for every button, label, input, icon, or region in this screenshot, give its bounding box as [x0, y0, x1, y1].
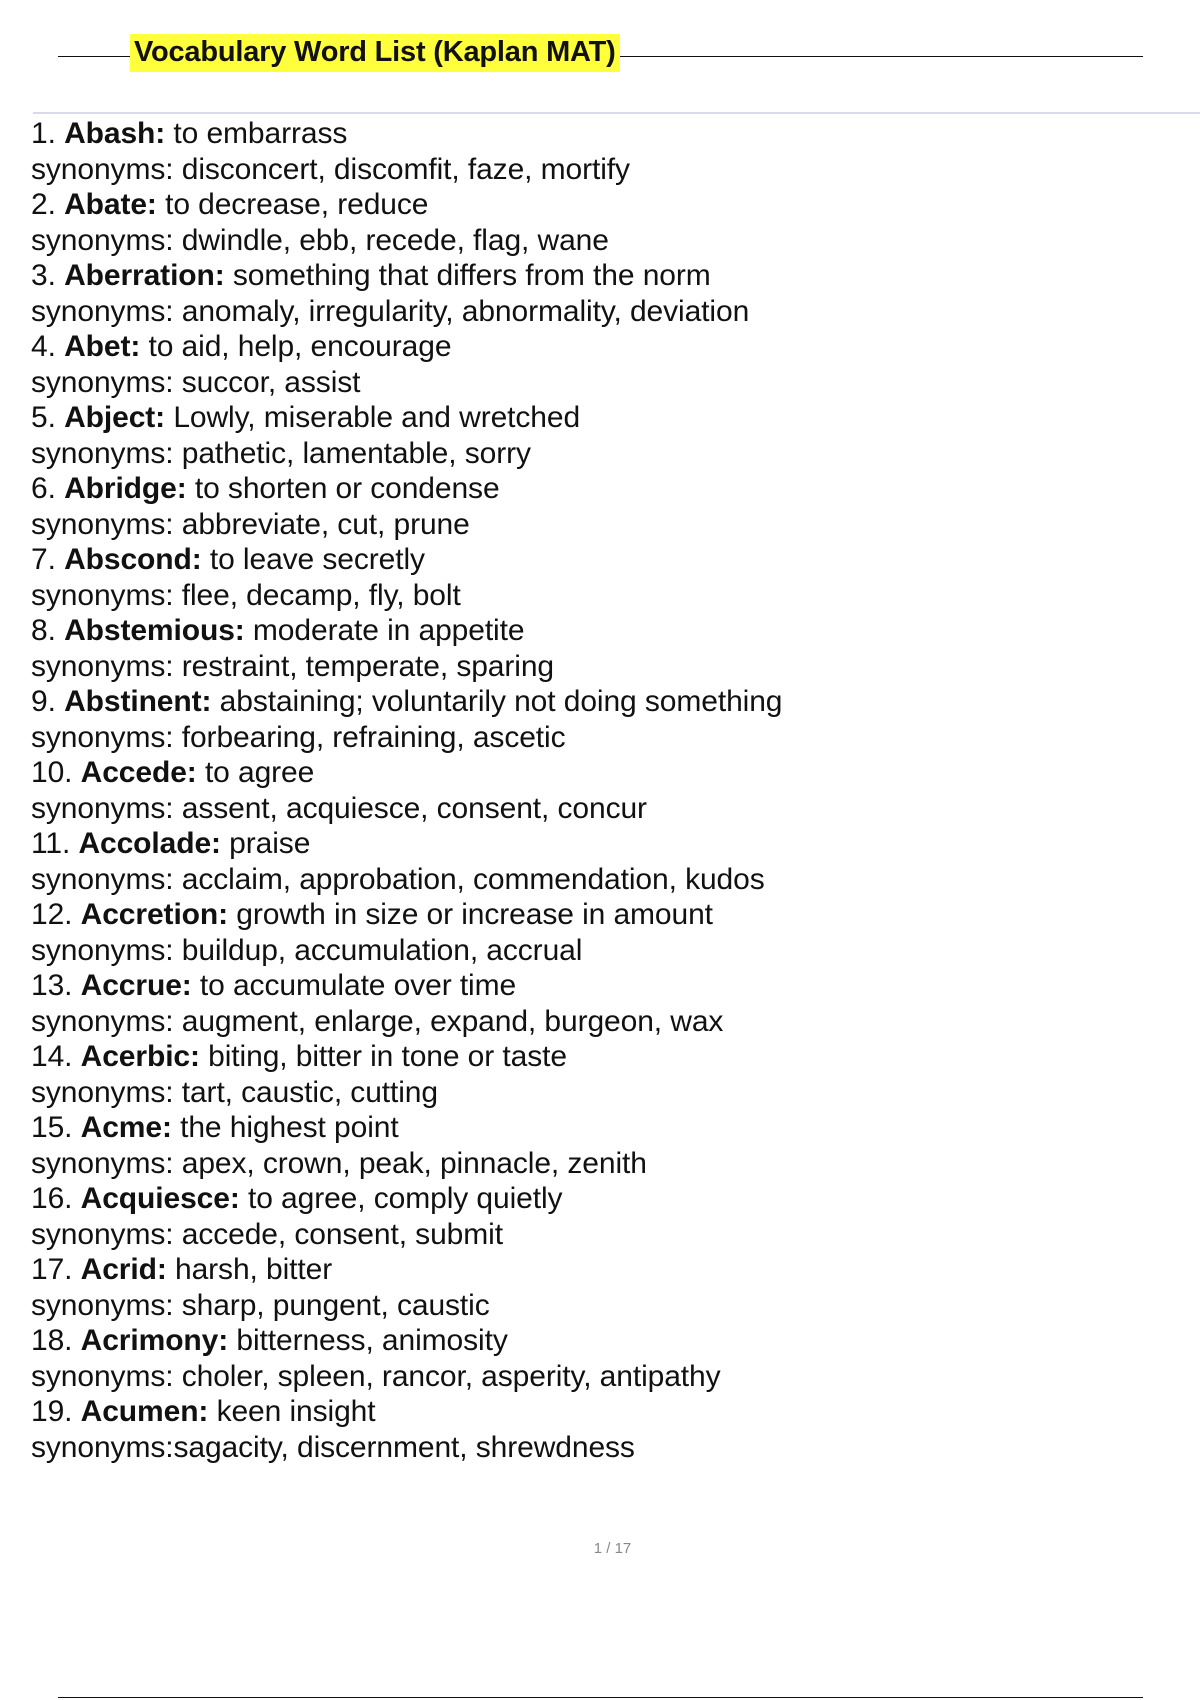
- synonyms-line: [31, 1430, 1181, 1466]
- entry-definition: moderate in appetite: [252, 614, 525, 647]
- synonyms-label: synonyms:: [31, 791, 174, 825]
- synonyms-text: accede, consent, submit: [181, 1217, 503, 1251]
- synonyms-text: anomaly, irregularity, abnormality, deviation: [181, 294, 750, 328]
- synonyms-line: [31, 791, 1181, 827]
- vocab-entry: [31, 329, 1181, 400]
- synonyms-text: augment, enlarge, expand, burgeon, wax: [181, 1004, 724, 1038]
- synonyms-text: apex, crown, peak, pinnacle, zenith: [181, 1146, 647, 1180]
- synonyms-line: [31, 223, 1181, 259]
- entry-definition: keen insight: [216, 1395, 376, 1428]
- entry-definition: to accumulate over time: [199, 969, 517, 1002]
- synonyms-line: [31, 294, 1181, 330]
- entry-number: 4.: [31, 330, 56, 363]
- entry-number: 5.: [31, 401, 56, 434]
- entry-definition: something that differs from the norm: [232, 259, 711, 292]
- synonyms-line: [31, 507, 1181, 543]
- synonyms-text: flee, decamp, fly, bolt: [181, 578, 461, 612]
- entry-word: Aberration:: [64, 259, 225, 292]
- entry-word: Abstemious:: [64, 614, 245, 647]
- entry-definition: to aid, help, encourage: [148, 330, 452, 363]
- entry-word: Accede:: [80, 756, 197, 789]
- entry-line: [31, 968, 1181, 1004]
- synonyms-label: synonyms:: [31, 1004, 174, 1038]
- synonyms-text: pathetic, lamentable, sorry: [181, 436, 531, 470]
- entry-line: [31, 1181, 1181, 1217]
- vocab-entry: [31, 116, 1181, 187]
- vocab-entry: [31, 1110, 1181, 1181]
- synonyms-text: tart, caustic, cutting: [181, 1075, 438, 1109]
- entry-definition: to agree, comply quietly: [247, 1182, 563, 1215]
- vocab-entry: [31, 897, 1181, 968]
- synonyms-label: synonyms:: [31, 1430, 174, 1464]
- synonyms-text: restraint, temperate, sparing: [181, 649, 555, 683]
- entry-word: Acrimony:: [80, 1324, 229, 1357]
- synonyms-text: acclaim, approbation, commendation, kudos: [181, 862, 765, 896]
- synonyms-label: synonyms:: [31, 578, 174, 612]
- synonyms-line: [31, 1217, 1181, 1253]
- entry-word: Abject:: [64, 401, 166, 434]
- vocab-entry: [31, 471, 1181, 542]
- synonyms-line: [31, 436, 1181, 472]
- entry-line: [31, 1110, 1181, 1146]
- entry-number: 7.: [31, 543, 56, 576]
- entry-word: Abash:: [64, 117, 166, 150]
- synonyms-line: [31, 649, 1181, 685]
- entry-word: Acquiesce:: [80, 1182, 240, 1215]
- synonyms-text: dwindle, ebb, recede, flag, wane: [181, 223, 609, 257]
- entry-definition: to decrease, reduce: [165, 188, 429, 221]
- entry-number: 2.: [31, 188, 56, 221]
- entry-number: 8.: [31, 614, 56, 647]
- synonyms-text: disconcert, discomfit, faze, mortify: [181, 152, 630, 186]
- entry-word: Accolade:: [78, 827, 221, 860]
- entry-word: Accrue:: [80, 969, 192, 1002]
- entry-definition: biting, bitter in tone or taste: [208, 1040, 567, 1073]
- entry-number: 9.: [31, 685, 56, 718]
- vocab-entry: [31, 1323, 1181, 1394]
- vocab-entry: [31, 968, 1181, 1039]
- entry-number: 17.: [31, 1253, 73, 1286]
- synonyms-text: forbearing, refraining, ascetic: [181, 720, 566, 754]
- entry-number: 6.: [31, 472, 56, 505]
- synonyms-text: abbreviate, cut, prune: [181, 507, 470, 541]
- entry-line: [31, 258, 1181, 294]
- entry-number: 19.: [31, 1395, 73, 1428]
- entry-line: [31, 400, 1181, 436]
- document-title: Vocabulary Word List (Kaplan MAT): [130, 34, 620, 72]
- synonyms-text: choler, spleen, rancor, asperity, antipathy: [181, 1359, 721, 1393]
- entry-line: [31, 1394, 1181, 1430]
- vocab-entry: [31, 1181, 1181, 1252]
- entry-line: [31, 897, 1181, 933]
- synonyms-label: synonyms:: [31, 649, 174, 683]
- synonyms-line: [31, 1288, 1181, 1324]
- synonyms-text: sagacity, discernment, shrewdness: [173, 1430, 635, 1464]
- synonyms-text: assent, acquiesce, consent, concur: [181, 791, 647, 825]
- entry-number: 11.: [31, 827, 71, 860]
- entry-line: [31, 329, 1181, 365]
- entry-line: [31, 755, 1181, 791]
- synonyms-line: [31, 578, 1181, 614]
- entry-number: 13.: [31, 969, 73, 1002]
- entry-word: Abate:: [64, 188, 157, 221]
- entry-number: 10.: [31, 756, 73, 789]
- synonyms-label: synonyms:: [31, 152, 174, 186]
- entry-line: [31, 1252, 1181, 1288]
- document-header: [58, 30, 1143, 78]
- vocab-entry: [31, 613, 1181, 684]
- vocab-entry: [31, 826, 1181, 897]
- vocab-entry: [31, 755, 1181, 826]
- entry-definition: to agree: [204, 756, 315, 789]
- vocab-entry: [31, 1394, 1181, 1465]
- synonyms-label: synonyms:: [31, 862, 174, 896]
- entry-line: [31, 684, 1181, 720]
- synonyms-line: [31, 1146, 1181, 1182]
- entry-word: Acumen:: [80, 1395, 209, 1428]
- entry-definition: praise: [229, 827, 311, 860]
- entry-number: 18.: [31, 1324, 73, 1357]
- entry-definition: Lowly, miserable and wretched: [173, 401, 581, 434]
- synonyms-line: [31, 862, 1181, 898]
- entry-definition: the highest point: [180, 1111, 399, 1144]
- entry-word: Abscond:: [64, 543, 202, 576]
- footer-rule: [58, 1697, 1143, 1698]
- entry-word: Acerbic:: [80, 1040, 200, 1073]
- vocab-entry: [31, 258, 1181, 329]
- synonyms-line: [31, 720, 1181, 756]
- entry-line: [31, 116, 1181, 152]
- synonyms-label: synonyms:: [31, 1075, 174, 1109]
- entry-definition: harsh, bitter: [174, 1253, 333, 1286]
- entry-word: Acrid:: [80, 1253, 167, 1286]
- synonyms-line: [31, 152, 1181, 188]
- synonyms-line: [31, 365, 1181, 401]
- entry-word: Acme:: [80, 1111, 172, 1144]
- synonyms-line: [31, 1359, 1181, 1395]
- entry-word: Abridge:: [64, 472, 187, 505]
- synonyms-label: synonyms:: [31, 507, 174, 541]
- entry-number: 14.: [31, 1040, 73, 1073]
- synonyms-label: synonyms:: [31, 933, 174, 967]
- entry-word: Abet:: [64, 330, 141, 363]
- synonyms-line: [31, 1075, 1181, 1111]
- entry-line: [31, 1039, 1181, 1075]
- synonyms-label: synonyms:: [31, 365, 174, 399]
- entry-line: [31, 826, 1181, 862]
- entry-line: [31, 613, 1181, 649]
- header-separator: [33, 112, 1200, 114]
- entry-definition: to leave secretly: [209, 543, 425, 576]
- entry-definition: to shorten or condense: [194, 472, 500, 505]
- entry-definition: abstaining; voluntarily not doing something: [219, 685, 783, 718]
- synonyms-line: [31, 1004, 1181, 1040]
- entry-number: 1.: [31, 117, 56, 150]
- synonyms-label: synonyms:: [31, 436, 174, 470]
- entry-number: 15.: [31, 1111, 73, 1144]
- entry-line: [31, 542, 1181, 578]
- entry-definition: bitterness, animosity: [236, 1324, 508, 1357]
- entry-number: 16.: [31, 1182, 73, 1215]
- vocab-entry: [31, 684, 1181, 755]
- entry-line: [31, 187, 1181, 223]
- synonyms-label: synonyms:: [31, 223, 174, 257]
- vocab-entry: [31, 1039, 1181, 1110]
- vocab-entry: [31, 187, 1181, 258]
- vocab-entry: [31, 1252, 1181, 1323]
- synonyms-label: synonyms:: [31, 1359, 174, 1393]
- entry-definition: growth in size or increase in amount: [236, 898, 713, 931]
- synonyms-text: sharp, pungent, caustic: [181, 1288, 490, 1322]
- entry-word: Accretion:: [80, 898, 229, 931]
- entry-word: Abstinent:: [64, 685, 212, 718]
- vocabulary-list: [31, 116, 1181, 1465]
- entry-line: [31, 1323, 1181, 1359]
- vocab-entry: [31, 400, 1181, 471]
- synonyms-line: [31, 933, 1181, 969]
- entry-definition: to embarrass: [173, 117, 348, 150]
- vocab-entry: [31, 542, 1181, 613]
- entry-line: [31, 471, 1181, 507]
- synonyms-text: succor, assist: [181, 365, 361, 399]
- page-indicator: 1 / 17: [593, 1540, 632, 1557]
- entry-number: 3.: [31, 259, 56, 292]
- entry-number: 12.: [31, 898, 73, 931]
- synonyms-label: synonyms:: [31, 720, 174, 754]
- synonyms-label: synonyms:: [31, 1146, 174, 1180]
- synonyms-label: synonyms:: [31, 294, 174, 328]
- synonyms-text: buildup, accumulation, accrual: [181, 933, 583, 967]
- synonyms-label: synonyms:: [31, 1217, 174, 1251]
- synonyms-label: synonyms:: [31, 1288, 174, 1322]
